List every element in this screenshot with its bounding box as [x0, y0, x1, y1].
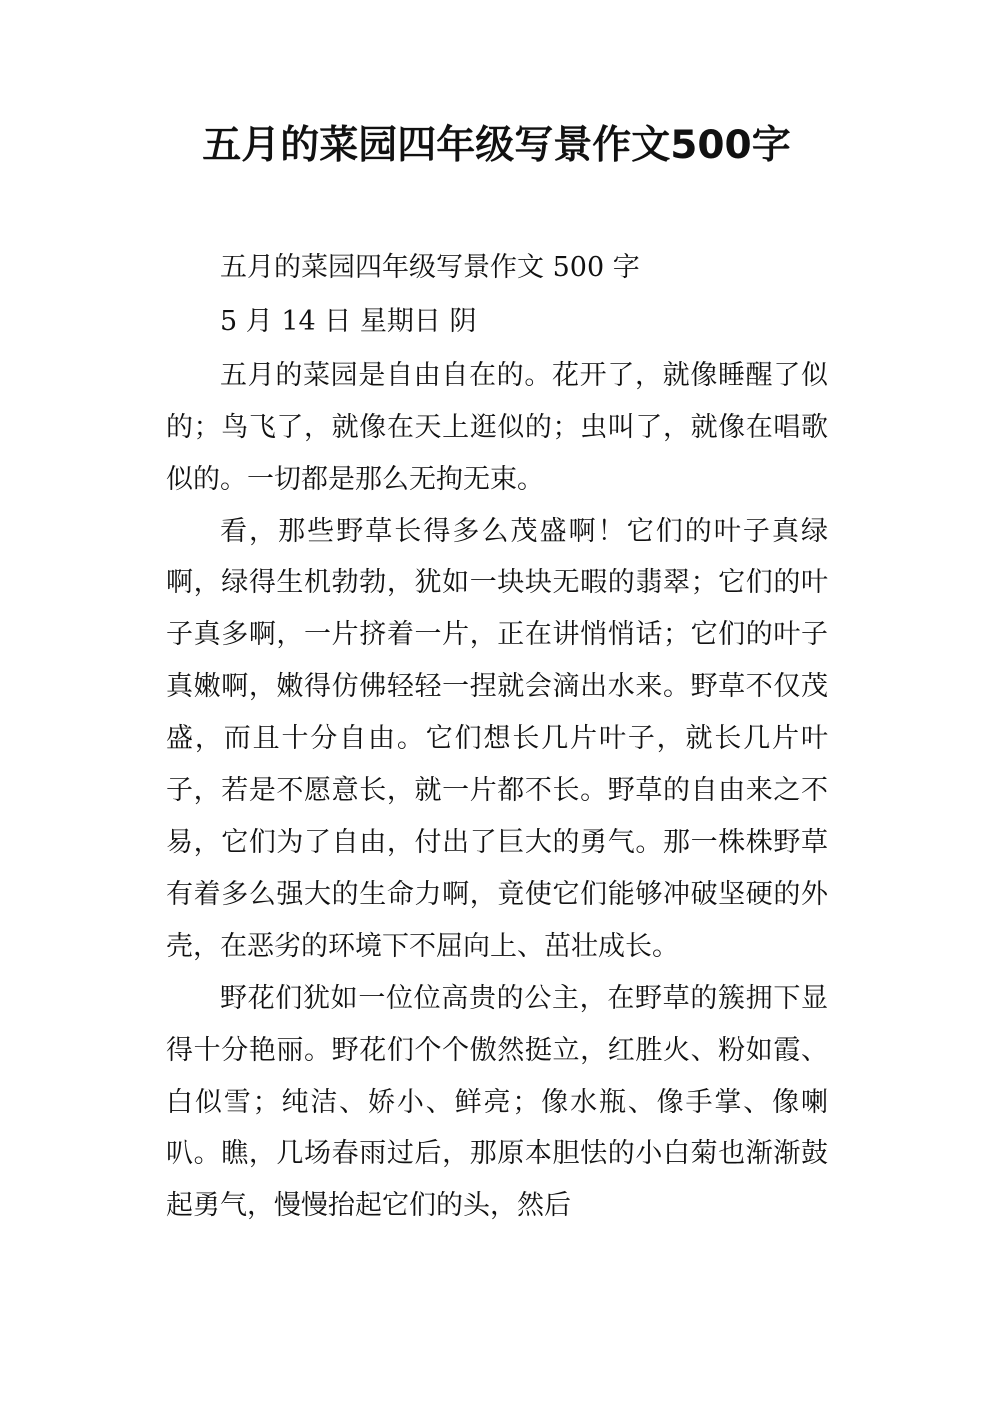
paragraph: 看，那些野草长得多么茂盛啊！它们的叶子真绿啊，绿得生机勃勃，犹如一块块无暇的翡翠；它们的叶子真多啊，一片挤着一片，正在讲悄悄话；它们的叶子真嫩啊，嫩得仿佛轻轻一捏就会滴出水来。野草不仅茂盛，而且十分自由。它们想长几片叶子，就长几片叶子，若是不愿意长，就一片都不长。野草的自由来之不易，它们为了自由，付出了巨大的勇气。那一株株野草有着多么强大的生命力啊，竟使它们能够冲破坚硬的外壳，在恶劣的环境下不屈向上、茁壮成长。	[166, 515, 828, 962]
date-line: 5 月 14 日 星期日 阴	[220, 305, 477, 337]
document-title: 五月的菜园四年级写景作文500字	[202, 123, 791, 168]
paragraph: 野花们犹如一位位高贵的公主，在野草的簇拥下显得十分艳丽。野花们个个傲然挺立，红胜火、粉如霞、白似雪；纯洁、娇小、鲜亮；像水瓶、像手掌、像喇叭。瞧，几场春雨过后，那原本胆怯的小白菊也渐渐鼓起勇气，慢慢抬起它们的头，然后	[166, 982, 828, 1222]
subtitle-line: 五月的菜园四年级写景作文 500 字	[220, 252, 640, 283]
document-body	[166, 242, 828, 1232]
paragraph: 五月的菜园是自由自在的。花开了，就像睡醒了似的；鸟飞了，就像在天上逛似的；虫叫了，就像在唱歌似的。一切都是那么无拘无束。	[166, 359, 828, 495]
